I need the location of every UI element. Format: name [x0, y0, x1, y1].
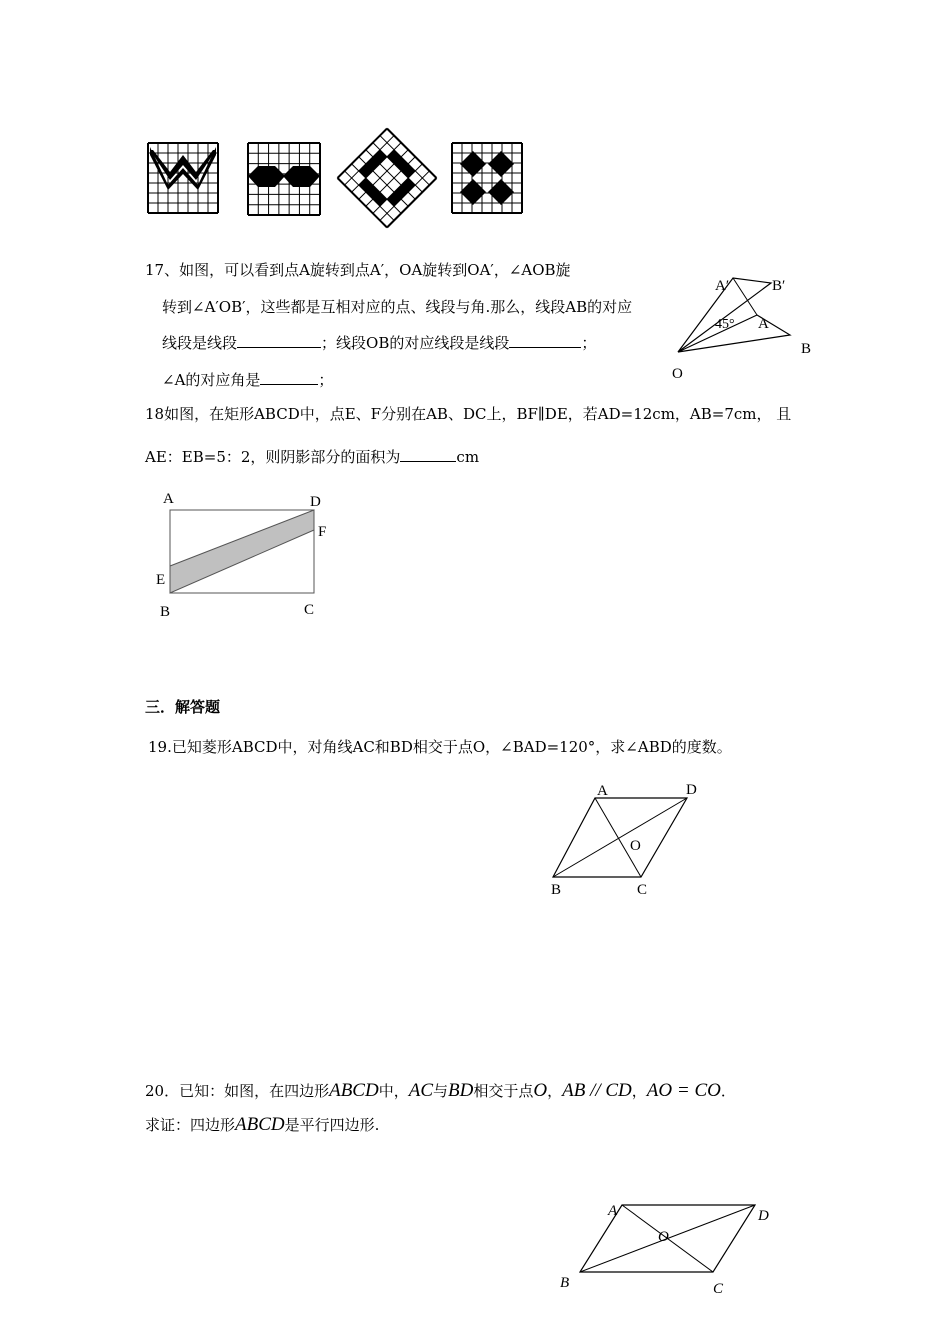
label-d: D [310, 494, 321, 510]
q17-line2: 转到∠A′OB′，这些都是互相对应的点、线段与角.那么，线段AB的对应 [162, 298, 633, 316]
label-d: D [686, 782, 697, 798]
q18-line1: 18如图，在矩形ABCD中，点E、F分别在AB、DC上，BF∥DE，若AD=12cm，AB=7cm， 且 [145, 405, 792, 423]
q20-l2-b: 是平行四边形. [284, 1116, 380, 1134]
math-ao-eq-co: AO = CO [646, 1080, 721, 1101]
diagonal-bd [553, 798, 687, 877]
q20-line2 [145, 1114, 379, 1136]
label-o: O [672, 366, 683, 382]
label-d: D [758, 1208, 769, 1224]
q19-text: 19.已知菱形ABCD中，对角线AC和BD相交于点O，∠BAD=120°，求∠ABD的度数。 [148, 738, 732, 756]
q20-parallelogram-figure [555, 1195, 795, 1305]
q20-l1-e: ， [547, 1082, 563, 1100]
label-angle: 45° [715, 317, 735, 332]
label-a: A [758, 316, 769, 332]
label-c: C [304, 602, 315, 618]
q17-blank-3[interactable] [260, 369, 318, 385]
q17-blank-1[interactable] [237, 332, 321, 348]
pattern-w-grid [148, 143, 218, 213]
label-o: O [658, 1229, 669, 1245]
q17-line3-b: ；线段OB的对应线段是线段 [321, 334, 510, 352]
q17-rotation-figure [670, 270, 830, 390]
label-o: O [630, 838, 641, 854]
q18-blank[interactable] [400, 446, 456, 462]
label-a: A [597, 783, 608, 799]
label-a: A [163, 491, 174, 507]
q20-l1-g: ． [720, 1082, 736, 1100]
q20-line1 [145, 1080, 736, 1102]
label-a: A [608, 1203, 618, 1219]
label-f: F [318, 524, 327, 540]
q20-l1-f: ， [631, 1082, 647, 1100]
q17-line4 [162, 369, 333, 390]
q20-l1-b: 中， [378, 1082, 409, 1100]
q18-rectangle-figure [150, 488, 350, 628]
q20-l1-d: 相交于点 [473, 1082, 534, 1100]
q17-line3-a: 线段是线段 [162, 334, 238, 352]
q20-l2-a: 求证：四边形 [145, 1116, 236, 1134]
q19-rhombus-figure [545, 780, 725, 900]
math-ac: AC [408, 1080, 433, 1101]
label-e: E [156, 572, 166, 588]
label-c: C [637, 882, 648, 898]
math-abcd-2: ABCD [235, 1114, 285, 1135]
label-b: B [160, 604, 171, 620]
shaded-region [170, 510, 314, 593]
q20-l1-c: 与 [433, 1082, 449, 1100]
label-b: B [560, 1275, 570, 1291]
q17-line1: 17、如图，可以看到点A旋转到点A′，OA旋转到OA′，∠AOB旋 [145, 261, 571, 279]
label-c: C [713, 1281, 724, 1297]
q17-line3-c: ； [581, 334, 597, 352]
w-shape [150, 150, 216, 180]
label-b-prime: B′ [772, 278, 786, 294]
pattern-figures [0, 0, 950, 240]
q20-l1-a: 20．已知：如图，在四边形 [145, 1082, 330, 1100]
q17-line3 [162, 332, 596, 353]
section-title: 三．解答题 [145, 698, 221, 716]
q18-line2 [145, 446, 479, 467]
q18-line2-a: AE：EB=5：2，则阴影部分的面积为 [145, 448, 401, 466]
math-o: O [533, 1080, 548, 1101]
q17-line4-a: ∠A的对应角是 [162, 371, 261, 389]
math-ab-parallel-cd: AB // CD [562, 1080, 632, 1101]
q17-blank-2[interactable] [509, 332, 581, 348]
label-b: B [801, 341, 812, 357]
pattern-hexagon-grid [248, 143, 320, 215]
q18-line2-b: cm [456, 448, 480, 466]
pattern-diamond-grid [338, 129, 437, 228]
label-b: B [551, 882, 562, 898]
math-abcd: ABCD [329, 1080, 379, 1101]
math-bd: BD [448, 1080, 474, 1101]
label-a-prime: A′ [715, 278, 730, 294]
pattern-four-diamond-grid [452, 143, 522, 213]
q17-line4-b: ； [318, 371, 334, 389]
